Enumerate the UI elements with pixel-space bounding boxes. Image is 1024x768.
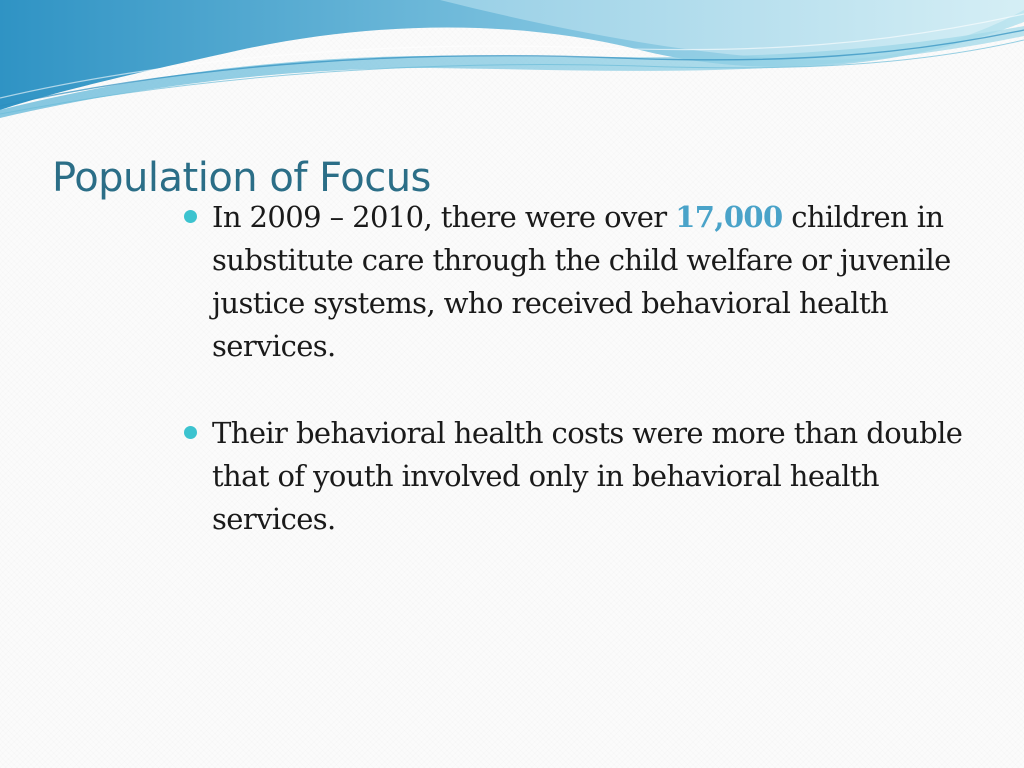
bullet-text-start: In 2009 – 2010, there were over bbox=[212, 200, 676, 234]
bullet-item bbox=[182, 196, 972, 368]
bullet-item bbox=[182, 412, 972, 541]
header-wave-decoration bbox=[0, 0, 1024, 130]
slide-title: Population of Focus bbox=[52, 155, 431, 201]
bullet-text-end: children in substitute care through the child welfare or juvenile justice systems, who received behavioral health services. bbox=[212, 200, 951, 363]
bullet-text: Their behavioral health costs were more than double that of youth involved only in behavioral health services. bbox=[212, 416, 963, 536]
bullet-dot-icon bbox=[184, 210, 197, 223]
highlighted-number: 17,000 bbox=[675, 200, 783, 234]
bullet-list bbox=[182, 196, 972, 541]
bullet-dot-icon bbox=[184, 426, 197, 439]
